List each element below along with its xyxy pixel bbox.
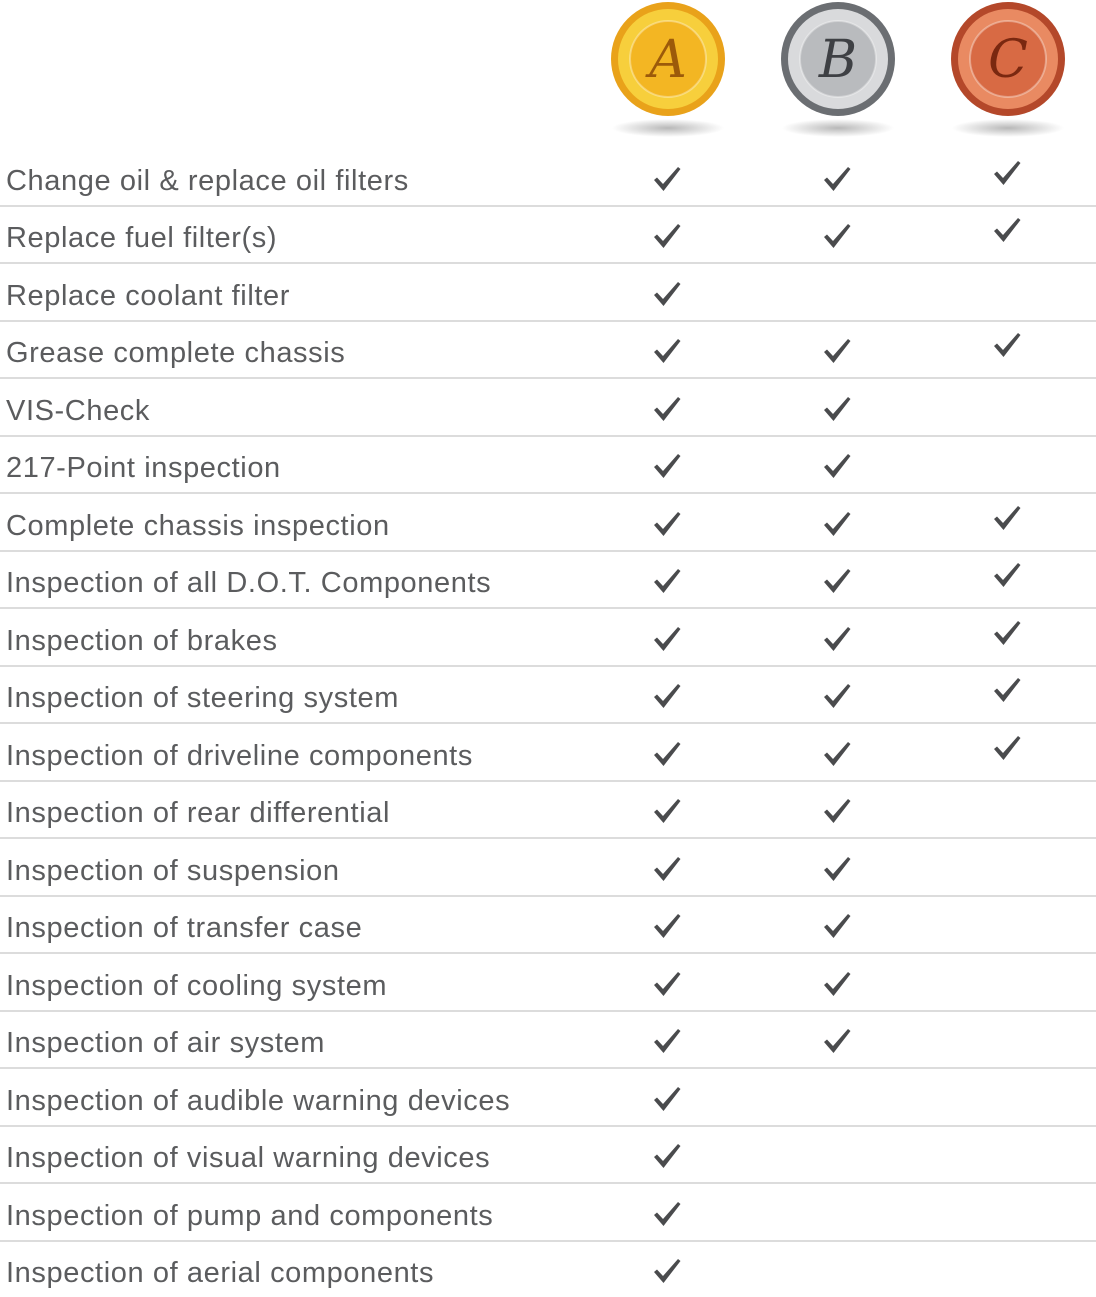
checkmark-icon xyxy=(652,1142,682,1170)
gold-medal-a-icon xyxy=(603,0,733,148)
checkmark-icon xyxy=(652,855,682,883)
service-label: Inspection of steering system xyxy=(6,682,399,715)
checkmark-icon xyxy=(652,912,682,940)
service-label: VIS-Check xyxy=(6,395,150,428)
table-row xyxy=(0,897,1096,955)
checkmark-icon xyxy=(992,561,1022,589)
table-row xyxy=(0,1127,1096,1185)
table-row xyxy=(0,724,1096,782)
service-label: Inspection of aerial components xyxy=(6,1257,434,1290)
bronze-medal-c-icon xyxy=(943,0,1073,148)
checkmark-icon xyxy=(652,395,682,423)
checkmark-icon xyxy=(822,797,852,825)
table-row xyxy=(0,1184,1096,1242)
checkmark-icon xyxy=(822,625,852,653)
service-label: Replace coolant filter xyxy=(6,280,290,313)
table-row xyxy=(0,839,1096,897)
checkmark-icon xyxy=(652,222,682,250)
table-row xyxy=(0,609,1096,667)
checkmark-icon xyxy=(652,337,682,365)
table-row xyxy=(0,782,1096,840)
checkmark-icon xyxy=(652,165,682,193)
silver-medal-b-icon xyxy=(773,0,903,148)
checkmark-icon xyxy=(652,510,682,538)
table-row xyxy=(0,149,1096,207)
service-comparison-table xyxy=(0,149,1096,1297)
table-row xyxy=(0,264,1096,322)
checkmark-icon xyxy=(822,567,852,595)
table-row xyxy=(0,322,1096,380)
service-label: Inspection of all D.O.T. Components xyxy=(6,567,491,600)
checkmark-icon xyxy=(652,1027,682,1055)
service-label: Inspection of pump and components xyxy=(6,1200,493,1233)
table-row xyxy=(0,667,1096,725)
checkmark-icon xyxy=(822,740,852,768)
table-row xyxy=(0,552,1096,610)
checkmark-icon xyxy=(652,740,682,768)
checkmark-icon xyxy=(822,510,852,538)
service-label: Inspection of air system xyxy=(6,1027,325,1060)
checkmark-icon xyxy=(652,567,682,595)
service-label: Inspection of audible warning devices xyxy=(6,1085,510,1118)
service-label: Grease complete chassis xyxy=(6,337,345,370)
table-row xyxy=(0,1012,1096,1070)
service-label: Change oil & replace oil filters xyxy=(6,165,409,198)
checkmark-icon xyxy=(822,970,852,998)
service-label: Inspection of transfer case xyxy=(6,912,362,945)
service-label: Inspection of brakes xyxy=(6,625,278,658)
checkmark-icon xyxy=(992,216,1022,244)
checkmark-icon xyxy=(822,1027,852,1055)
checkmark-icon xyxy=(652,970,682,998)
checkmark-icon xyxy=(652,1257,682,1285)
table-row xyxy=(0,1242,1096,1297)
table-row xyxy=(0,954,1096,1012)
checkmark-icon xyxy=(992,619,1022,647)
service-label: Inspection of visual warning devices xyxy=(6,1142,490,1175)
service-label: Inspection of driveline components xyxy=(6,740,473,773)
service-label: Inspection of cooling system xyxy=(6,970,387,1003)
medal-letter: B xyxy=(818,30,857,90)
checkmark-icon xyxy=(992,734,1022,762)
checkmark-icon xyxy=(822,222,852,250)
checkmark-icon xyxy=(652,797,682,825)
table-row xyxy=(0,1069,1096,1127)
table-row xyxy=(0,437,1096,495)
service-label: 217-Point inspection xyxy=(6,452,281,485)
checkmark-icon xyxy=(992,676,1022,704)
checkmark-icon xyxy=(992,331,1022,359)
service-label: Inspection of rear differential xyxy=(6,797,390,830)
checkmark-icon xyxy=(822,337,852,365)
table-row xyxy=(0,379,1096,437)
medal-letter: C xyxy=(988,30,1028,90)
checkmark-icon xyxy=(652,682,682,710)
service-label: Inspection of suspension xyxy=(6,855,340,888)
service-label: Replace fuel filter(s) xyxy=(6,222,277,255)
tier-header xyxy=(0,0,1096,148)
checkmark-icon xyxy=(822,855,852,883)
checkmark-icon xyxy=(652,280,682,308)
checkmark-icon xyxy=(822,165,852,193)
checkmark-icon xyxy=(992,159,1022,187)
checkmark-icon xyxy=(652,1085,682,1113)
table-row xyxy=(0,494,1096,552)
medal-letter: A xyxy=(645,30,687,90)
checkmark-icon xyxy=(652,452,682,480)
checkmark-icon xyxy=(822,682,852,710)
checkmark-icon xyxy=(822,452,852,480)
checkmark-icon xyxy=(652,1200,682,1228)
checkmark-icon xyxy=(822,395,852,423)
checkmark-icon xyxy=(822,912,852,940)
checkmark-icon xyxy=(992,504,1022,532)
service-label: Complete chassis inspection xyxy=(6,510,390,543)
checkmark-icon xyxy=(652,625,682,653)
table-row xyxy=(0,207,1096,265)
